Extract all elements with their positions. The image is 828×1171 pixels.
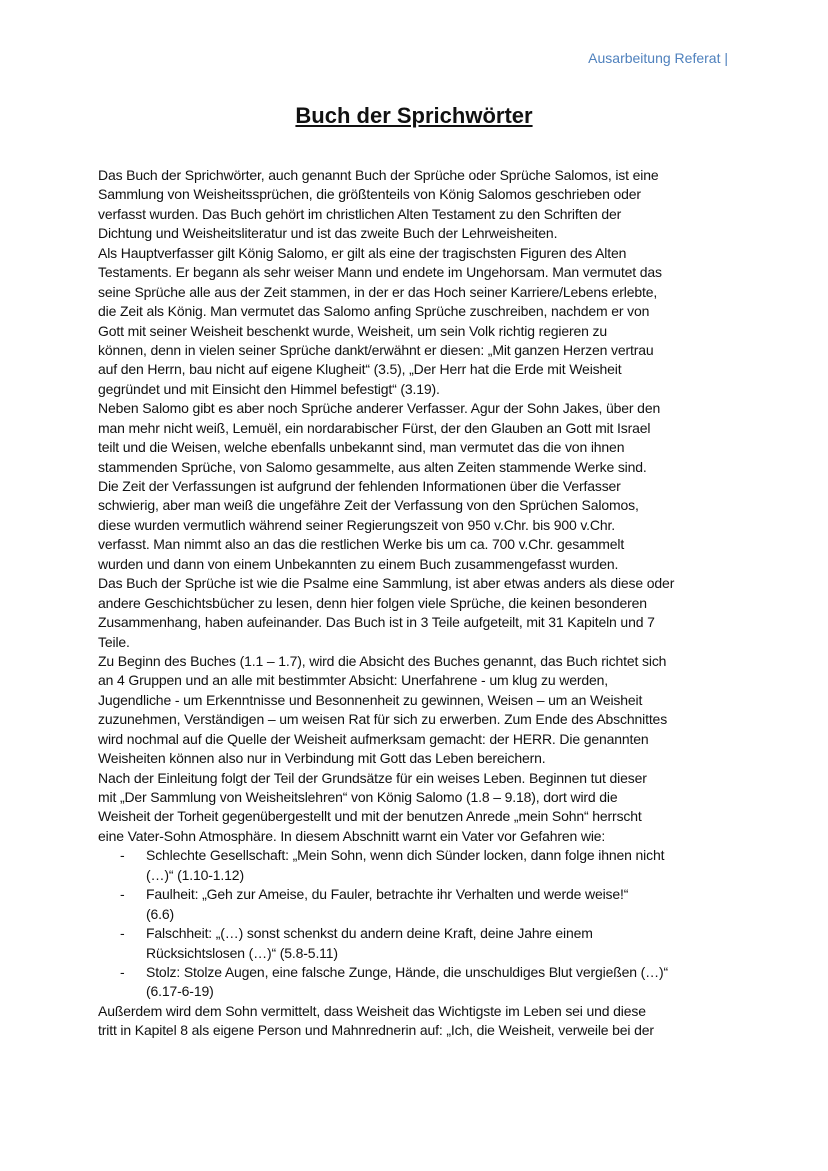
text-line — [98, 166, 738, 185]
line-text: Rücksichtslosen (…)“ (5.8-5.11) — [146, 944, 338, 961]
line-text: Weisheiten können also nur in Verbindung mit Gott das Leben bereichern. — [98, 750, 546, 767]
list-item-line — [98, 846, 738, 865]
text-line — [98, 594, 738, 613]
line-text: (6.6) — [146, 905, 175, 922]
document-title: Buch der Sprichwörter — [295, 103, 533, 128]
line-text: Als Hauptverfasser gilt König Salomo, er gilt als eine der tragischsten Figuren des Alten — [98, 244, 627, 261]
line-text: Falschheit: „(…) sonst schenkst du andern deine Kraft, deine Jahre einem — [146, 925, 593, 942]
line-text: teilt und die Weisen, welche ebenfalls unbekannt sind, man vermutet das die von ihnen — [98, 439, 625, 456]
text-line — [98, 341, 738, 360]
list-item-line — [98, 866, 738, 885]
text-line — [98, 671, 738, 690]
text-line — [98, 574, 738, 593]
text-line — [98, 652, 738, 671]
text-line — [98, 1021, 738, 1040]
line-text: Testaments. Er begann als sehr weiser Mann und endete im Ungehorsam. Man vermutet das — [98, 264, 662, 281]
text-line — [98, 458, 738, 477]
line-text: an 4 Gruppen und an alle mit bestimmter Absicht: Unerfahrene - um klug zu werden, — [98, 672, 609, 689]
text-line — [98, 419, 738, 438]
bullet-dash: - — [120, 847, 125, 864]
line-text: Neben Salomo gibt es aber noch Sprüche anderer Verfasser. Agur der Sohn Jakes, über den — [98, 400, 661, 417]
text-line — [98, 283, 738, 302]
list-item-line — [98, 885, 738, 904]
line-text: verfasst wurden. Das Buch gehört im christlichen Alten Testament zu den Schriften der — [98, 205, 622, 222]
line-text: Das Buch der Sprichwörter, auch genannt Buch der Sprüche oder Sprüche Salomos, ist eine — [98, 167, 659, 183]
text-line — [98, 730, 738, 749]
list-item-line — [98, 905, 738, 924]
line-text: Außerdem wird dem Sohn vermittelt, dass Weisheit das Wichtigste im Leben sei und diese — [98, 1002, 646, 1019]
text-line — [98, 807, 738, 826]
text-line — [98, 516, 738, 535]
text-line — [98, 322, 738, 341]
text-line — [98, 263, 738, 282]
line-text: Jugendliche - um Erkenntnisse und Besonnenheit zu gewinnen, Weisen – um an Weisheit — [98, 691, 643, 708]
text-line — [98, 788, 738, 807]
line-text: tritt in Kapitel 8 als eigene Person und Mahnrednerin auf: „Ich, die Weisheit, verweile bei der — [98, 1022, 654, 1039]
list-item-line — [98, 944, 738, 963]
line-text: verfasst. Man nimmt also an das die restlichen Werke bis um ca. 700 v.Chr. gesammelt — [98, 536, 625, 553]
text-line — [98, 827, 738, 846]
text-line — [98, 555, 738, 574]
bullet-dash: - — [120, 963, 125, 980]
line-text: man mehr nicht weiß, Lemuël, ein nordarabischer Fürst, der den Glauben an Gott mit Israel — [98, 419, 651, 436]
line-text: Gott mit seiner Weisheit beschenkt wurde, Weisheit, um sein Volk richtig regieren zu — [98, 322, 608, 339]
line-text: schwierig, aber man weiß die ungefähre Zeit der Verfassung von den Sprüchen Salomos, — [98, 497, 639, 514]
text-line — [98, 769, 738, 788]
line-text: Zusammenhang, haben aufeinander. Das Buch ist in 3 Teile aufgeteilt, mit 31 Kapiteln und 7 — [98, 614, 655, 631]
line-text: Weisheit der Torheit gegenübergestellt und mit der benutzen Anrede „mein Sohn“ herrscht — [98, 808, 642, 825]
line-text: Sammlung von Weisheitssprüchen, die größtenteils von König Salomos geschrieben oder — [98, 186, 641, 203]
line-text: gegründet und mit Einsicht den Himmel befestigt“ (3.19). — [98, 380, 440, 397]
line-text: Teile. — [98, 633, 130, 650]
text-line — [98, 399, 738, 418]
text-line — [98, 710, 738, 729]
text-line — [98, 380, 738, 399]
text-line — [98, 224, 738, 243]
text-line — [98, 438, 738, 457]
text-line — [98, 496, 738, 515]
bullet-dash: - — [120, 886, 125, 903]
line-text: Zu Beginn des Buches (1.1 – 1.7), wird die Absicht des Buches genannt, das Buch richtet sich — [98, 652, 667, 669]
text-line — [98, 1002, 738, 1021]
line-text: können, denn in vielen seiner Sprüche dankt/erwähnt er diesen: „Mit ganzen Herzen vertrau — [98, 341, 654, 358]
line-text: diese wurden vermutlich während seiner Regierungszeit von 950 v.Chr. bis 900 v.Chr. — [98, 516, 615, 533]
line-text: Nach der Einleitung folgt der Teil der Grundsätze für ein weises Leben. Beginnen tut dieser — [98, 769, 647, 786]
line-text: zuzunehmen, Verständigen – um weisen Rat für sich zu erwerben. Zum Ende des Abschnittes — [98, 711, 668, 728]
text-line — [98, 205, 738, 224]
line-text: Dichtung und Weisheitsliteratur und ist das zweite Buch der Lehrweisheiten. — [98, 225, 558, 242]
text-line — [98, 633, 738, 652]
document-body — [98, 166, 738, 1041]
line-text: stammenden Sprüche, von Salomo gesammelte, aus alten Zeiten stammende Werke sind. — [98, 458, 647, 475]
line-text: wird nochmal auf die Quelle der Weisheit aufmerksam gemacht: der HERR. Die genannten — [98, 730, 649, 747]
line-text: auf den Herrn, bau nicht auf eigene Klugheit“ (3.5), „Der Herr hat die Erde mit Weisheit — [98, 361, 622, 378]
page-header: Ausarbeitung Referat | — [588, 50, 728, 66]
text-line — [98, 244, 738, 263]
line-text: Schlechte Gesellschaft: „Mein Sohn, wenn dich Sünder locken, dann folge ihnen nicht — [146, 847, 665, 864]
text-line — [98, 691, 738, 710]
text-line — [98, 535, 738, 554]
line-text: Die Zeit der Verfassungen ist aufgrund der fehlenden Informationen über die Verfasser — [98, 478, 621, 494]
text-line — [98, 360, 738, 379]
line-text: die Zeit als König. Man vermutet das Salomo anfing Sprüche zuschreiben, nachdem er von — [98, 303, 650, 320]
line-text: (…)“ (1.10-1.12) — [146, 866, 244, 883]
line-text: wurden und dann von einem Unbekannten zu einem Buch zusammengefasst wurden. — [98, 555, 619, 572]
text-line — [98, 613, 738, 632]
line-text: Faulheit: „Geh zur Ameise, du Fauler, betrachte ihr Verhalten und werde weise!“ — [146, 886, 629, 903]
text-line — [98, 477, 738, 496]
line-text: Stolz: Stolze Augen, eine falsche Zunge, Hände, die unschuldiges Blut vergießen (…)“ — [146, 963, 669, 980]
text-line — [98, 302, 738, 321]
text-line — [98, 185, 738, 204]
line-text: mit „Der Sammlung von Weisheitslehren“ von König Salomo (1.8 – 9.18), dort wird die — [98, 789, 618, 805]
list-item-line — [98, 963, 738, 982]
line-text: eine Vater-Sohn Atmosphäre. In diesem Abschnitt warnt ein Vater vor Gefahren wie: — [98, 827, 606, 844]
line-text: Das Buch der Sprüche ist wie die Psalme eine Sammlung, ist aber etwas anders als diese oder — [98, 575, 675, 592]
list-item-line — [98, 924, 738, 943]
line-text: (6.17-6-19) — [146, 983, 214, 1000]
bullet-dash: - — [120, 925, 125, 942]
list-item-line — [98, 982, 738, 1001]
text-line — [98, 749, 738, 768]
line-text: andere Geschichtsbücher zu lesen, denn hier folgen viele Sprüche, die keinen besonderen — [98, 594, 647, 611]
line-text: seine Sprüche alle aus der Zeit stammen, in der er das Hoch seiner Karriere/Lebens erlebte, — [98, 283, 658, 300]
